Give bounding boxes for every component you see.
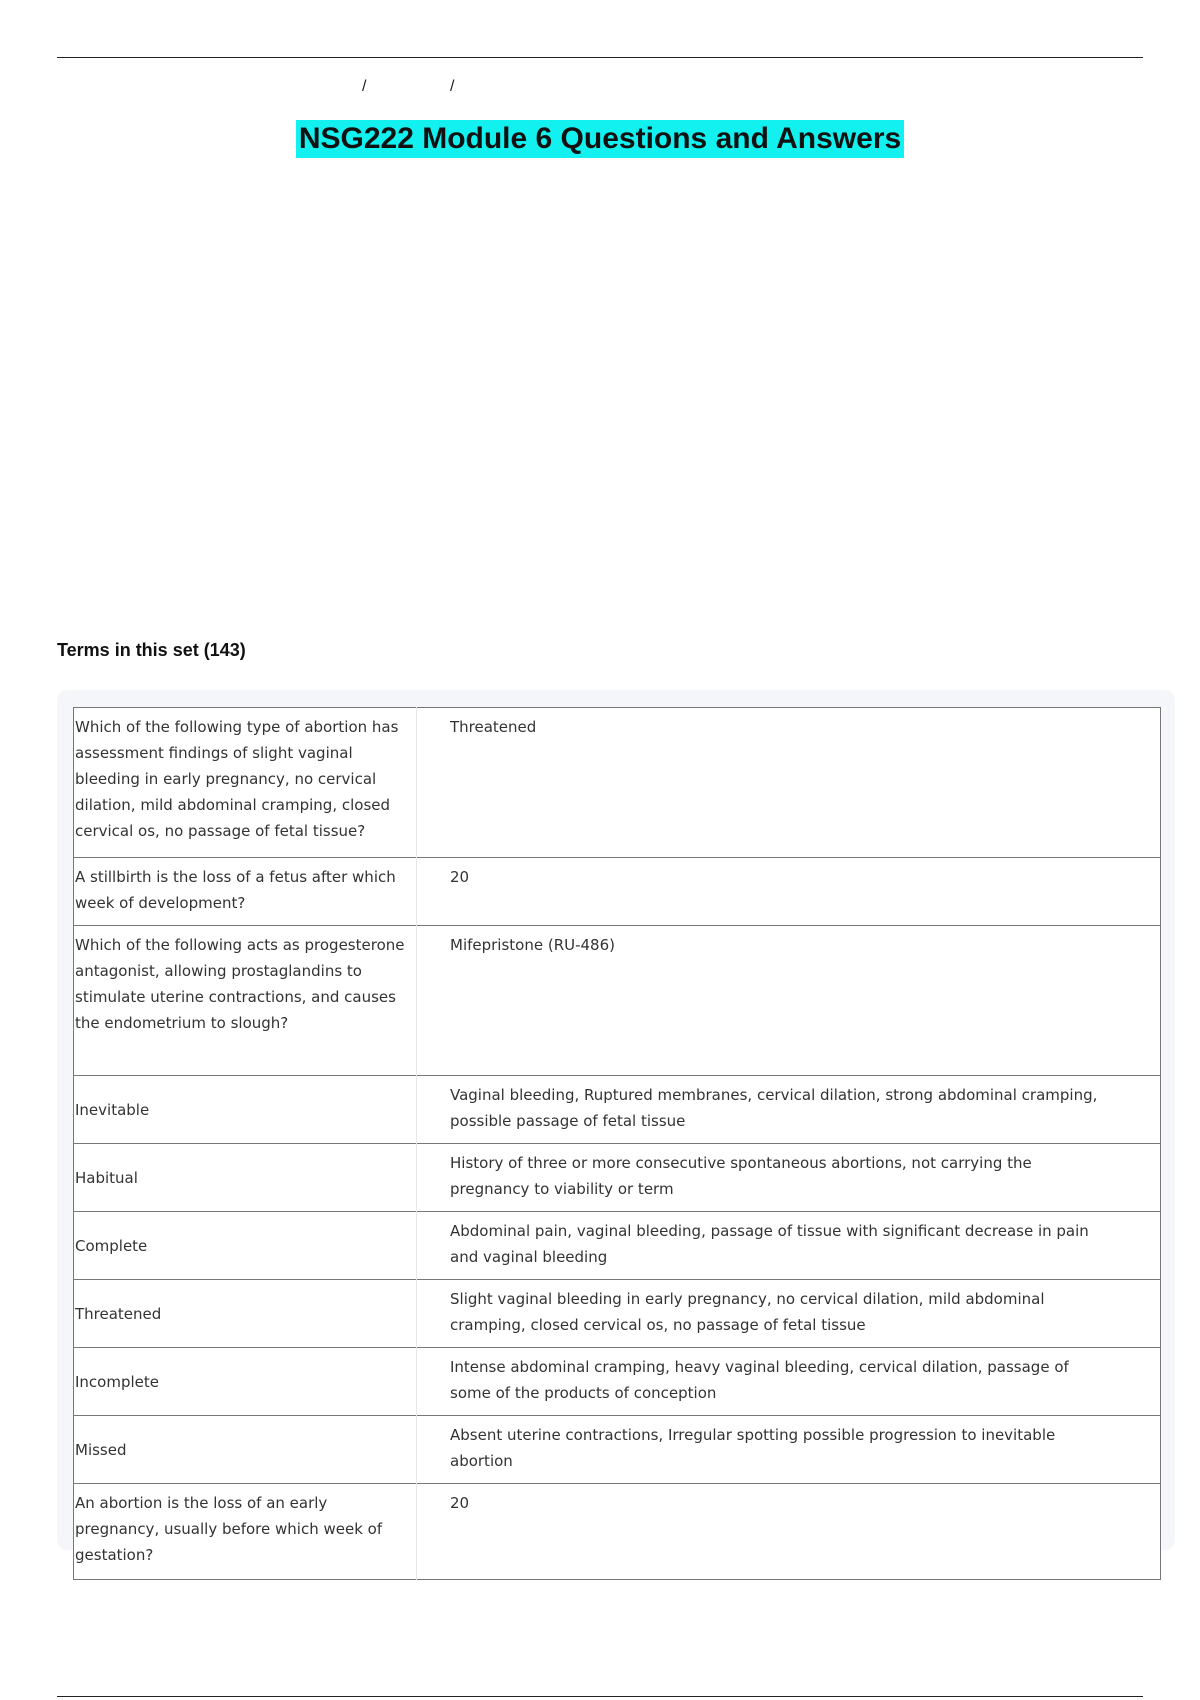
term-cell: Habitual	[74, 1144, 417, 1212]
terms-table	[73, 707, 1161, 1580]
slash-mark: /	[362, 78, 367, 95]
slash-mark: /	[450, 78, 455, 95]
table-row	[74, 1212, 1161, 1280]
table-row	[74, 1076, 1161, 1144]
table-row	[74, 1348, 1161, 1416]
top-rule	[57, 57, 1143, 58]
definition-cell: Abdominal pain, vaginal bleeding, passage of tissue with significant decrease in pain and vaginal bleeding	[417, 1212, 1161, 1280]
term-cell: Which of the following type of abortion has assessment findings of slight vaginal bleeding in early pregnancy, no cervical dilation, mild abdominal cramping, closed cervical os, no passage of fetal tissue?	[74, 708, 417, 858]
title-container	[0, 120, 1200, 158]
table-row	[74, 858, 1161, 926]
table-row	[74, 926, 1161, 1076]
term-cell: Which of the following acts as progesterone antagonist, allowing prostaglandins to stimulate uterine contractions, and causes the endometrium to slough?	[74, 926, 417, 1076]
page-title: NSG222 Module 6 Questions and Answers	[296, 120, 904, 158]
definition-cell: Intense abdominal cramping, heavy vaginal bleeding, cervical dilation, passage of some of the products of conception	[417, 1348, 1161, 1416]
bottom-rule	[57, 1696, 1143, 1697]
term-cell: A stillbirth is the loss of a fetus after which week of development?	[74, 858, 417, 926]
terms-count-heading: Terms in this set (143)	[57, 640, 246, 660]
table-row	[74, 1280, 1161, 1348]
table-row	[74, 708, 1161, 858]
definition-cell: Vaginal bleeding, Ruptured membranes, cervical dilation, strong abdominal cramping, possible passage of fetal tissue	[417, 1076, 1161, 1144]
definition-cell: 20	[417, 858, 1161, 926]
table-row	[74, 1416, 1161, 1484]
definition-cell: History of three or more consecutive spontaneous abortions, not carrying the pregnancy to viability or term	[417, 1144, 1161, 1212]
definition-cell: Absent uterine contractions, Irregular spotting possible progression to inevitable abortion	[417, 1416, 1161, 1484]
table-row	[74, 1484, 1161, 1580]
definition-cell: Slight vaginal bleeding in early pregnancy, no cervical dilation, mild abdominal cramping, closed cervical os, no passage of fetal tissue	[417, 1280, 1161, 1348]
term-cell: Missed	[74, 1416, 417, 1484]
table-row	[74, 1144, 1161, 1212]
definition-cell: 20	[417, 1484, 1161, 1580]
term-cell: Incomplete	[74, 1348, 417, 1416]
term-cell: Threatened	[74, 1280, 417, 1348]
header-marks	[0, 78, 1200, 100]
term-cell: Inevitable	[74, 1076, 417, 1144]
definition-cell: Mifepristone (RU-486)	[417, 926, 1161, 1076]
term-cell: An abortion is the loss of an early pregnancy, usually before which week of gestation?	[74, 1484, 417, 1580]
definition-cell: Threatened	[450, 718, 537, 736]
term-cell: Complete	[74, 1212, 417, 1280]
